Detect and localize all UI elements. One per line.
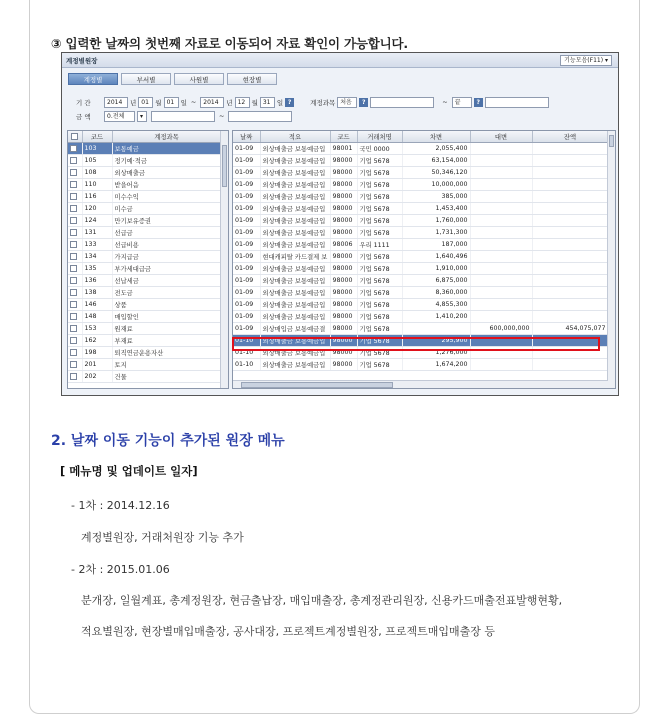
account-code: 162 [82, 335, 112, 347]
row-checkbox[interactable] [68, 203, 82, 215]
account-tilde: ~ [442, 98, 448, 106]
amount-to-input[interactable] [228, 111, 292, 122]
account-name: 원재료 [112, 323, 221, 335]
account-code: 120 [82, 203, 112, 215]
summary-header[interactable]: 적요 [260, 131, 330, 143]
cell-debit: 10,000,000 [402, 179, 470, 191]
amount-label: 금 액 [76, 112, 91, 121]
vendor-header[interactable]: 거래처명 [357, 131, 402, 143]
account-row[interactable] [68, 323, 221, 335]
ledger-row[interactable] [233, 191, 608, 203]
account-row[interactable] [68, 239, 221, 251]
cell-credit [470, 251, 532, 263]
cell-code: 98001 [330, 143, 357, 155]
cell-credit [470, 143, 532, 155]
from-year-input[interactable]: 2014 [104, 97, 128, 108]
cell-credit [470, 359, 532, 371]
period-help-icon[interactable]: ? [285, 98, 294, 107]
cell-debit: 385,000 [402, 191, 470, 203]
account-from-input[interactable]: 처음 [337, 97, 357, 108]
cell-summary: 외상매출금 보통예금입 [260, 335, 330, 347]
row-checkbox[interactable] [68, 335, 82, 347]
tab-bar [68, 73, 277, 85]
amount-dropdown-icon[interactable]: ▾ [137, 111, 147, 122]
highlighted-row-box [232, 337, 600, 351]
cell-code: 98000 [330, 227, 357, 239]
cell-date: 01-10 [233, 347, 260, 359]
step-caption: ③ 입력한 날짜의 첫번째 자료로 이동되어 자료 확인이 가능합니다. [51, 36, 408, 51]
account-row[interactable] [68, 287, 221, 299]
account-code: 134 [82, 251, 112, 263]
ledger-row[interactable] [233, 239, 608, 251]
row-checkbox[interactable] [68, 311, 82, 323]
cell-credit [470, 239, 532, 251]
cell-vendor: 기업 5678 [357, 287, 402, 299]
cell-balance [532, 215, 608, 227]
ledger-row[interactable] [233, 143, 608, 155]
account-row[interactable] [68, 227, 221, 239]
row-checkbox[interactable] [68, 299, 82, 311]
cell-debit: 1,640,496 [402, 251, 470, 263]
cell-date: 01-09 [233, 263, 260, 275]
account-code: 136 [82, 275, 112, 287]
account-name: 미수수익 [112, 191, 221, 203]
to-month-input[interactable]: 12 [235, 97, 250, 108]
cell-date: 01-09 [233, 227, 260, 239]
cell-vendor: 국민 0000 [357, 143, 402, 155]
ledger-row[interactable] [233, 359, 608, 371]
cell-credit: 600,000,000 [470, 323, 532, 335]
row-checkbox[interactable] [68, 179, 82, 191]
cell-date: 01-09 [233, 311, 260, 323]
cell-code: 98000 [330, 335, 357, 347]
cell-debit: 4,855,300 [402, 299, 470, 311]
ledger-row[interactable] [233, 179, 608, 191]
cell-date: 01-09 [233, 215, 260, 227]
cell-code: 98000 [330, 167, 357, 179]
cell-summary: 외상매출금 보통예금입 [260, 287, 330, 299]
cell-vendor: 기업 5678 [357, 347, 402, 359]
cell-debit: 295,900 [402, 335, 470, 347]
account-code: 133 [82, 239, 112, 251]
account-grid-header [68, 131, 221, 143]
row-checkbox[interactable] [68, 287, 82, 299]
row-checkbox[interactable] [68, 347, 82, 359]
account-row[interactable] [68, 143, 221, 155]
ledger-grid-hscroll[interactable] [233, 380, 608, 388]
cell-credit [470, 299, 532, 311]
cell-summary: 외상매출금 보통예금입 [260, 191, 330, 203]
cell-debit: 1,276,000 [402, 347, 470, 359]
row-checkbox[interactable] [68, 359, 82, 371]
cell-debit: 2,055,400 [402, 143, 470, 155]
cell-vendor: 우리 1111 [357, 239, 402, 251]
function-menu-button[interactable]: 기능모음(F11) ▾ [560, 55, 612, 66]
amount-filter-row [66, 110, 616, 122]
cell-vendor: 기업 5678 [357, 335, 402, 347]
cell-summary: 외상매출금 보통예금입 [260, 359, 330, 371]
cell-code: 98000 [330, 155, 357, 167]
cell-summary: 현대캐피탈 카드결제 보 [260, 251, 330, 263]
cell-balance [532, 239, 608, 251]
cell-code: 98000 [330, 215, 357, 227]
cell-credit [470, 215, 532, 227]
cell-vendor: 기업 5678 [357, 179, 402, 191]
account-code: 201 [82, 359, 112, 371]
ledger-row[interactable] [233, 251, 608, 263]
cell-summary: 외상매출금 보통예금입 [260, 215, 330, 227]
cell-vendor: 기업 5678 [357, 275, 402, 287]
menu-header: [ 메뉴명 및 업데이트 일자] [60, 464, 198, 478]
period-filter-row [66, 96, 616, 108]
cell-balance [532, 203, 608, 215]
cell-code: 98000 [330, 179, 357, 191]
period-tilde: ~ [190, 98, 197, 106]
ledger-row[interactable] [233, 287, 608, 299]
account-name: 가지급금 [112, 251, 221, 263]
cell-date: 01-09 [233, 239, 260, 251]
cell-credit [470, 263, 532, 275]
cell-summary: 외상매출금 보통예금입 [260, 311, 330, 323]
cell-date: 01-10 [233, 335, 260, 347]
cell-debit: 187,000 [402, 239, 470, 251]
account-name: 보통예금 [112, 143, 221, 155]
from-month-input[interactable]: 01 [138, 97, 153, 108]
section-title: 2. 날짜 이동 기능이 추가된 원장 메뉴 [51, 433, 285, 449]
cell-summary: 외상매출금 보통예금입 [260, 263, 330, 275]
cell-balance [532, 251, 608, 263]
cell-debit: 8,360,000 [402, 287, 470, 299]
cell-credit [470, 287, 532, 299]
account-code: 202 [82, 371, 112, 383]
account-row[interactable] [68, 191, 221, 203]
account-name: 부재료 [112, 335, 221, 347]
cell-vendor: 기업 5678 [357, 167, 402, 179]
account-to-help-icon[interactable]: ? [474, 98, 483, 107]
account-name: 부가세대급금 [112, 263, 221, 275]
row-checkbox[interactable] [68, 263, 82, 275]
ledger-row[interactable] [233, 299, 608, 311]
row-checkbox[interactable] [68, 371, 82, 383]
ledger-row[interactable] [233, 323, 608, 335]
cell-credit [470, 203, 532, 215]
cell-summary: 외상매출금 보통예금입 [260, 227, 330, 239]
account-row[interactable] [68, 371, 221, 383]
cell-date: 01-09 [233, 167, 260, 179]
account-code: 131 [82, 227, 112, 239]
row-checkbox[interactable] [68, 275, 82, 287]
account-name: 퇴직연금운용자산 [112, 347, 221, 359]
cell-summary: 외상매출금 보통예금입 [260, 203, 330, 215]
tab-employee[interactable]: 사원별 [174, 73, 224, 85]
cell-summary: 외상매출금 보통예금입 [260, 347, 330, 359]
account-name: 매입할인 [112, 311, 221, 323]
row-checkbox[interactable] [68, 143, 82, 155]
amount-tilde: ~ [219, 112, 225, 120]
balance-header[interactable]: 잔액 [532, 131, 608, 143]
account-row[interactable] [68, 263, 221, 275]
ledger-grid-header [233, 131, 608, 143]
cell-credit [470, 179, 532, 191]
account-name: 전도금 [112, 287, 221, 299]
account-name: 선급비용 [112, 239, 221, 251]
cell-credit [470, 191, 532, 203]
second-update-desc-2: 적요별원장, 현장별매입매출장, 공사대장, 프로젝트계정별원장, 프로젝트매입매출장 등 [81, 625, 496, 638]
cell-vendor: 기업 5678 [357, 251, 402, 263]
cell-code: 98000 [330, 311, 357, 323]
row-checkbox[interactable] [68, 227, 82, 239]
cell-summary: 외상매출금 보통예금입 [260, 275, 330, 287]
cell-code: 98000 [330, 203, 357, 215]
ledger-row[interactable] [233, 263, 608, 275]
cell-date: 01-09 [233, 179, 260, 191]
amount-select[interactable]: 0.전체 [104, 111, 135, 122]
date-header[interactable]: 날짜 [233, 131, 260, 143]
ledger-row[interactable] [233, 227, 608, 239]
account-from-name [370, 97, 434, 108]
cell-code: 98000 [330, 251, 357, 263]
cell-code: 98000 [330, 359, 357, 371]
month-unit: 월 [155, 98, 162, 107]
account-name: 미수금 [112, 203, 221, 215]
cell-date: 01-09 [233, 323, 260, 335]
cell-balance [532, 299, 608, 311]
cell-date: 01-09 [233, 155, 260, 167]
account-code: 116 [82, 191, 112, 203]
account-row[interactable] [68, 311, 221, 323]
ledger-row[interactable] [233, 203, 608, 215]
row-checkbox[interactable] [68, 251, 82, 263]
cell-code: 98000 [330, 347, 357, 359]
cell-vendor: 기업 5678 [357, 299, 402, 311]
account-row[interactable] [68, 359, 221, 371]
cell-balance [532, 263, 608, 275]
amount-from-input[interactable] [151, 111, 215, 122]
account-row[interactable] [68, 155, 221, 167]
row-checkbox[interactable] [68, 323, 82, 335]
account-code: 153 [82, 323, 112, 335]
row-checkbox[interactable] [68, 239, 82, 251]
row-checkbox[interactable] [68, 191, 82, 203]
account-code: 198 [82, 347, 112, 359]
account-name: 받을어음 [112, 179, 221, 191]
account-row[interactable] [68, 215, 221, 227]
cell-credit [470, 155, 532, 167]
account-code: 103 [82, 143, 112, 155]
cell-summary: 외상매출금 보통예금입 [260, 299, 330, 311]
row-checkbox[interactable] [68, 155, 82, 167]
ledger-row[interactable] [233, 275, 608, 287]
cell-debit: 6,875,000 [402, 275, 470, 287]
cell-balance [532, 275, 608, 287]
code-header[interactable]: 코드 [82, 131, 112, 143]
cell-credit [470, 311, 532, 323]
to-year-input[interactable]: 2014 [200, 97, 224, 108]
cell-summary: 외상매출금 보통예금입 [260, 167, 330, 179]
account-name: 외상매출금 [112, 167, 221, 179]
account-name: 만기보유증권 [112, 215, 221, 227]
cell-summary: 외상매입금 보통예금결 [260, 323, 330, 335]
cell-debit [402, 323, 470, 335]
account-name: 선급금 [112, 227, 221, 239]
account-row[interactable] [68, 203, 221, 215]
cell-debit: 1,910,000 [402, 263, 470, 275]
cell-summary: 외상매출금 보통예금입 [260, 143, 330, 155]
cell-balance [532, 155, 608, 167]
cell-vendor: 기업 5678 [357, 311, 402, 323]
cell-vendor: 기업 5678 [357, 323, 402, 335]
first-update-desc: 계정별원장, 거래처원장 기능 추가 [81, 531, 244, 544]
account-row[interactable] [68, 347, 221, 359]
cell-code: 98000 [330, 323, 357, 335]
cell-date: 01-09 [233, 299, 260, 311]
cell-balance: 454,075,077 [532, 323, 608, 335]
cell-date: 01-09 [233, 251, 260, 263]
cell-date: 01-10 [233, 359, 260, 371]
code-header[interactable]: 코드 [330, 131, 357, 143]
cell-summary: 외상매출금 보통예금입 [260, 239, 330, 251]
cell-vendor: 기업 5678 [357, 263, 402, 275]
year-unit: 년 [130, 98, 137, 107]
cell-credit [470, 227, 532, 239]
cell-balance [532, 359, 608, 371]
cell-code: 98000 [330, 275, 357, 287]
day-unit: 일 [180, 98, 187, 107]
ledger-row[interactable] [233, 311, 608, 323]
cell-debit: 1,760,000 [402, 215, 470, 227]
cell-vendor: 기업 5678 [357, 155, 402, 167]
account-row[interactable] [68, 179, 221, 191]
cell-debit: 1,731,300 [402, 227, 470, 239]
account-code: 135 [82, 263, 112, 275]
cell-balance [532, 179, 608, 191]
from-day-input[interactable]: 01 [164, 97, 179, 108]
cell-credit [470, 167, 532, 179]
tab-site[interactable]: 현장별 [227, 73, 277, 85]
ledger-row[interactable] [233, 215, 608, 227]
account-row[interactable] [68, 167, 221, 179]
account-grid-vscroll[interactable] [220, 131, 228, 388]
account-row[interactable] [68, 299, 221, 311]
cell-code: 98000 [330, 299, 357, 311]
row-checkbox[interactable] [68, 215, 82, 227]
cell-debit: 1,674,200 [402, 359, 470, 371]
select-all-checkbox[interactable] [68, 131, 82, 143]
account-name: 정기예·적금 [112, 155, 221, 167]
account-name: 선납세금 [112, 275, 221, 287]
ledger-row[interactable] [233, 155, 608, 167]
account-row[interactable] [68, 251, 221, 263]
cell-code: 98000 [330, 191, 357, 203]
cell-credit [470, 275, 532, 287]
cell-balance [532, 167, 608, 179]
account-name: 상품 [112, 299, 221, 311]
day-unit: 일 [276, 98, 284, 107]
cell-balance [532, 311, 608, 323]
cell-debit: 50,346,120 [402, 167, 470, 179]
cell-date: 01-09 [233, 203, 260, 215]
cell-balance [532, 287, 608, 299]
debit-header[interactable]: 차변 [402, 131, 470, 143]
year-unit: 년 [226, 98, 233, 107]
row-checkbox[interactable] [68, 167, 82, 179]
account-list-grid [67, 130, 229, 389]
first-update-date: - 1차 : 2014.12.16 [71, 499, 170, 512]
cell-vendor: 기업 5678 [357, 203, 402, 215]
cell-balance [532, 227, 608, 239]
account-label: 계정과목 [310, 98, 336, 107]
account-code: 105 [82, 155, 112, 167]
cell-vendor: 기업 5678 [357, 191, 402, 203]
cell-code: 98006 [330, 239, 357, 251]
cell-debit: 1,410,200 [402, 311, 470, 323]
account-to-input[interactable]: 끝 [452, 97, 472, 108]
account-code: 148 [82, 311, 112, 323]
cell-balance [532, 191, 608, 203]
account-name: 토지 [112, 359, 221, 371]
cell-date: 01-09 [233, 275, 260, 287]
account-code: 146 [82, 299, 112, 311]
tab-account[interactable]: 계정별 [68, 73, 118, 85]
account-row[interactable] [68, 335, 221, 347]
second-update-date: - 2차 : 2015.01.06 [71, 563, 170, 576]
second-update-desc-1: 분개장, 일월계표, 총계정원장, 현금출납장, 매입매출장, 총계정관리원장, 신용카드매출전표발행현황, [81, 594, 563, 607]
window-title: 계정별원장 [66, 57, 98, 65]
ledger-grid-vscroll[interactable] [607, 131, 615, 388]
cell-code: 98000 [330, 263, 357, 275]
cell-summary: 외상매출금 보통예금입 [260, 155, 330, 167]
period-label: 기 간 [76, 98, 91, 107]
cell-date: 01-09 [233, 191, 260, 203]
account-code: 110 [82, 179, 112, 191]
window-titlebar [62, 53, 618, 68]
to-day-input[interactable]: 31 [260, 97, 275, 108]
cell-date: 01-09 [233, 143, 260, 155]
account-code: 108 [82, 167, 112, 179]
account-row[interactable] [68, 275, 221, 287]
credit-header[interactable]: 대변 [470, 131, 532, 143]
account-to-name [485, 97, 549, 108]
account-from-help-icon[interactable]: ? [359, 98, 368, 107]
cell-vendor: 기업 5678 [357, 215, 402, 227]
account-code: 124 [82, 215, 112, 227]
ledger-row[interactable] [233, 167, 608, 179]
cell-code: 98000 [330, 287, 357, 299]
cell-vendor: 기업 5678 [357, 227, 402, 239]
cell-summary: 외상매출금 보통예금입 [260, 179, 330, 191]
account-header[interactable]: 계정과목 [112, 131, 221, 143]
cell-vendor: 기업 5678 [357, 359, 402, 371]
cell-balance [532, 143, 608, 155]
cell-date: 01-09 [233, 287, 260, 299]
cell-debit: 1,453,400 [402, 203, 470, 215]
tab-department[interactable]: 부서별 [121, 73, 171, 85]
month-unit: 월 [251, 98, 258, 107]
account-name: 건물 [112, 371, 221, 383]
cell-debit: 63,154,000 [402, 155, 470, 167]
account-code: 138 [82, 287, 112, 299]
